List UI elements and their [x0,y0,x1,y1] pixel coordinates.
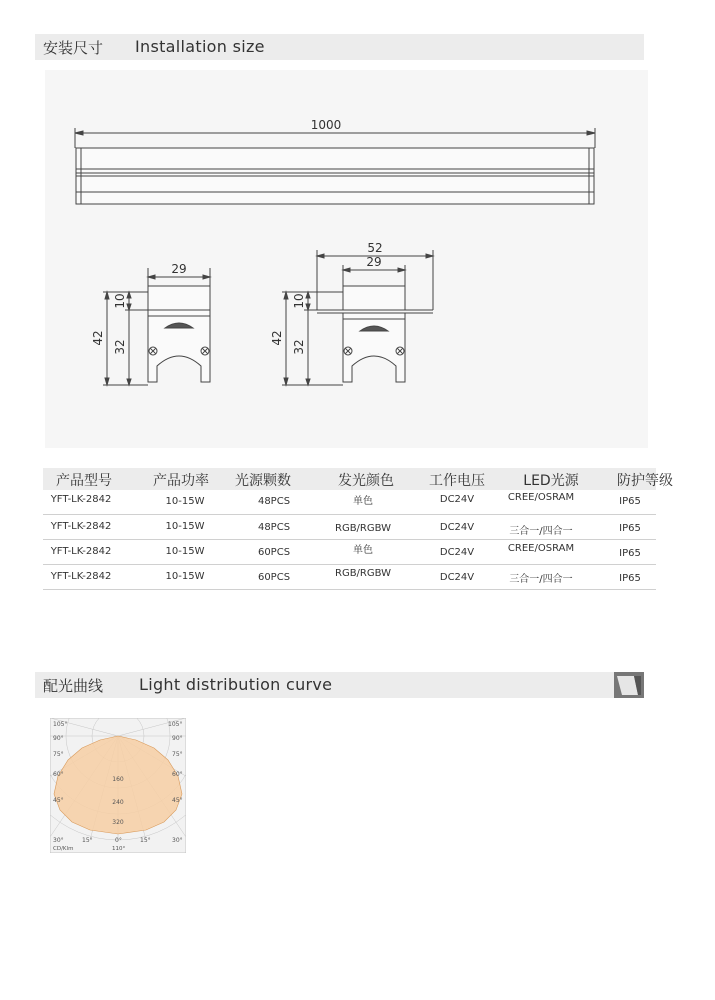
cell-power: 10-15W [165,546,205,557]
cell-color: RGB/RGBW [334,523,392,534]
header-ip: 防护等级 [617,473,673,489]
header-power: 产品功率 [153,473,209,489]
angle-label-90-right: 90° [172,735,183,742]
angle-label-15-left: 15° [82,837,93,844]
angle-label-75-right: 75° [172,751,183,758]
table-row [43,565,656,590]
angle-label-105-left: 105° [53,721,68,728]
cell-led: 三合一/四合一 [509,526,573,537]
angle-label-90-left: 90° [53,735,64,742]
cell-ip: IP65 [619,573,641,584]
light-curve-title-cn: 配光曲线 [43,677,104,695]
bracket-outer-width-label: 52 [367,241,383,255]
angle-label-75-left: 75° [53,751,64,758]
radial-label-240: 240 [112,799,124,806]
header-model: 产品型号 [56,473,112,489]
cell-model: YFT-LK-2842 [50,546,112,557]
light-curve-section-header [35,672,644,698]
header-color: 发光颜色 [338,473,394,489]
spec-table [43,468,673,590]
bracket-lower-height-label: 32 [292,339,306,355]
cell-count: 60PCS [257,547,291,558]
length-dimension-label: 1000 [310,118,342,132]
table-row [43,490,656,515]
front-lower-height-label: 32 [113,339,127,355]
front-top-label: 10 [113,293,127,309]
installation-section-header [35,34,644,60]
cell-led: CREE/OSRAM [507,492,575,503]
angle-label-0: 0° [115,837,122,844]
cell-voltage: DC24V [439,494,475,505]
light-distribution-polar-chart [50,718,186,853]
fixture-side-view [76,148,594,204]
cell-ip: IP65 [619,548,641,559]
cell-color: RGB/RGBW [334,568,392,579]
installation-title-en: Installation size [135,37,265,56]
front-section-view [103,268,210,385]
cell-led: 三合一/四合一 [509,574,573,585]
angle-label-105-right: 105° [168,721,183,728]
bracket-total-height-label: 42 [270,330,284,346]
radial-label-320: 320 [112,819,124,826]
cell-model: YFT-LK-2842 [50,494,112,505]
cell-model: YFT-LK-2842 [50,521,112,532]
angle-label-60-right: 60° [172,771,183,778]
bracket-section-view [282,250,433,385]
angle-label-30-left: 30° [53,837,64,844]
light-curve-title-en: Light distribution curve [139,675,333,694]
header-led: LED光源 [523,473,579,489]
installation-drawing [45,70,648,448]
angle-label-15-right: 15° [140,837,151,844]
angle-label-30-right: 30° [172,837,183,844]
front-total-height-label: 42 [91,330,105,346]
table-row [43,540,656,565]
cell-color: 单色 [353,496,373,507]
cell-power: 10-15W [165,521,205,532]
cell-ip: IP65 [619,523,641,534]
angle-label-45-right: 45° [172,797,183,804]
bracket-inner-width-label: 29 [366,255,382,269]
cell-led: CREE/OSRAM [507,543,575,554]
cell-voltage: DC24V [439,522,475,533]
cell-count: 48PCS [257,522,291,533]
cell-model: YFT-LK-2842 [50,571,112,582]
radial-label-160: 160 [112,776,124,783]
header-count: 光源颗数 [235,473,291,489]
angle-label-45-left: 45° [53,797,64,804]
cell-power: 10-15W [165,571,205,582]
spec-table-header [43,468,673,490]
cell-count: 48PCS [257,496,291,507]
cell-color: 单色 [353,545,373,556]
header-voltage: 工作电压 [429,473,485,489]
bracket-top-label: 10 [292,293,306,309]
installation-drawing-svg [45,70,648,448]
cell-count: 60PCS [257,572,291,583]
beam-angle-label: 110° [112,846,126,852]
installation-title-cn: 安装尺寸 [43,39,104,57]
unit-label: CD/Klm [53,846,74,852]
cell-ip: IP65 [619,496,641,507]
cell-voltage: DC24V [439,572,475,583]
cell-power: 10-15W [165,496,205,507]
corner-logo-icon [614,672,644,698]
front-width-label: 29 [171,262,187,276]
cell-voltage: DC24V [439,547,475,558]
table-row [43,515,656,540]
angle-label-60-left: 60° [53,771,64,778]
